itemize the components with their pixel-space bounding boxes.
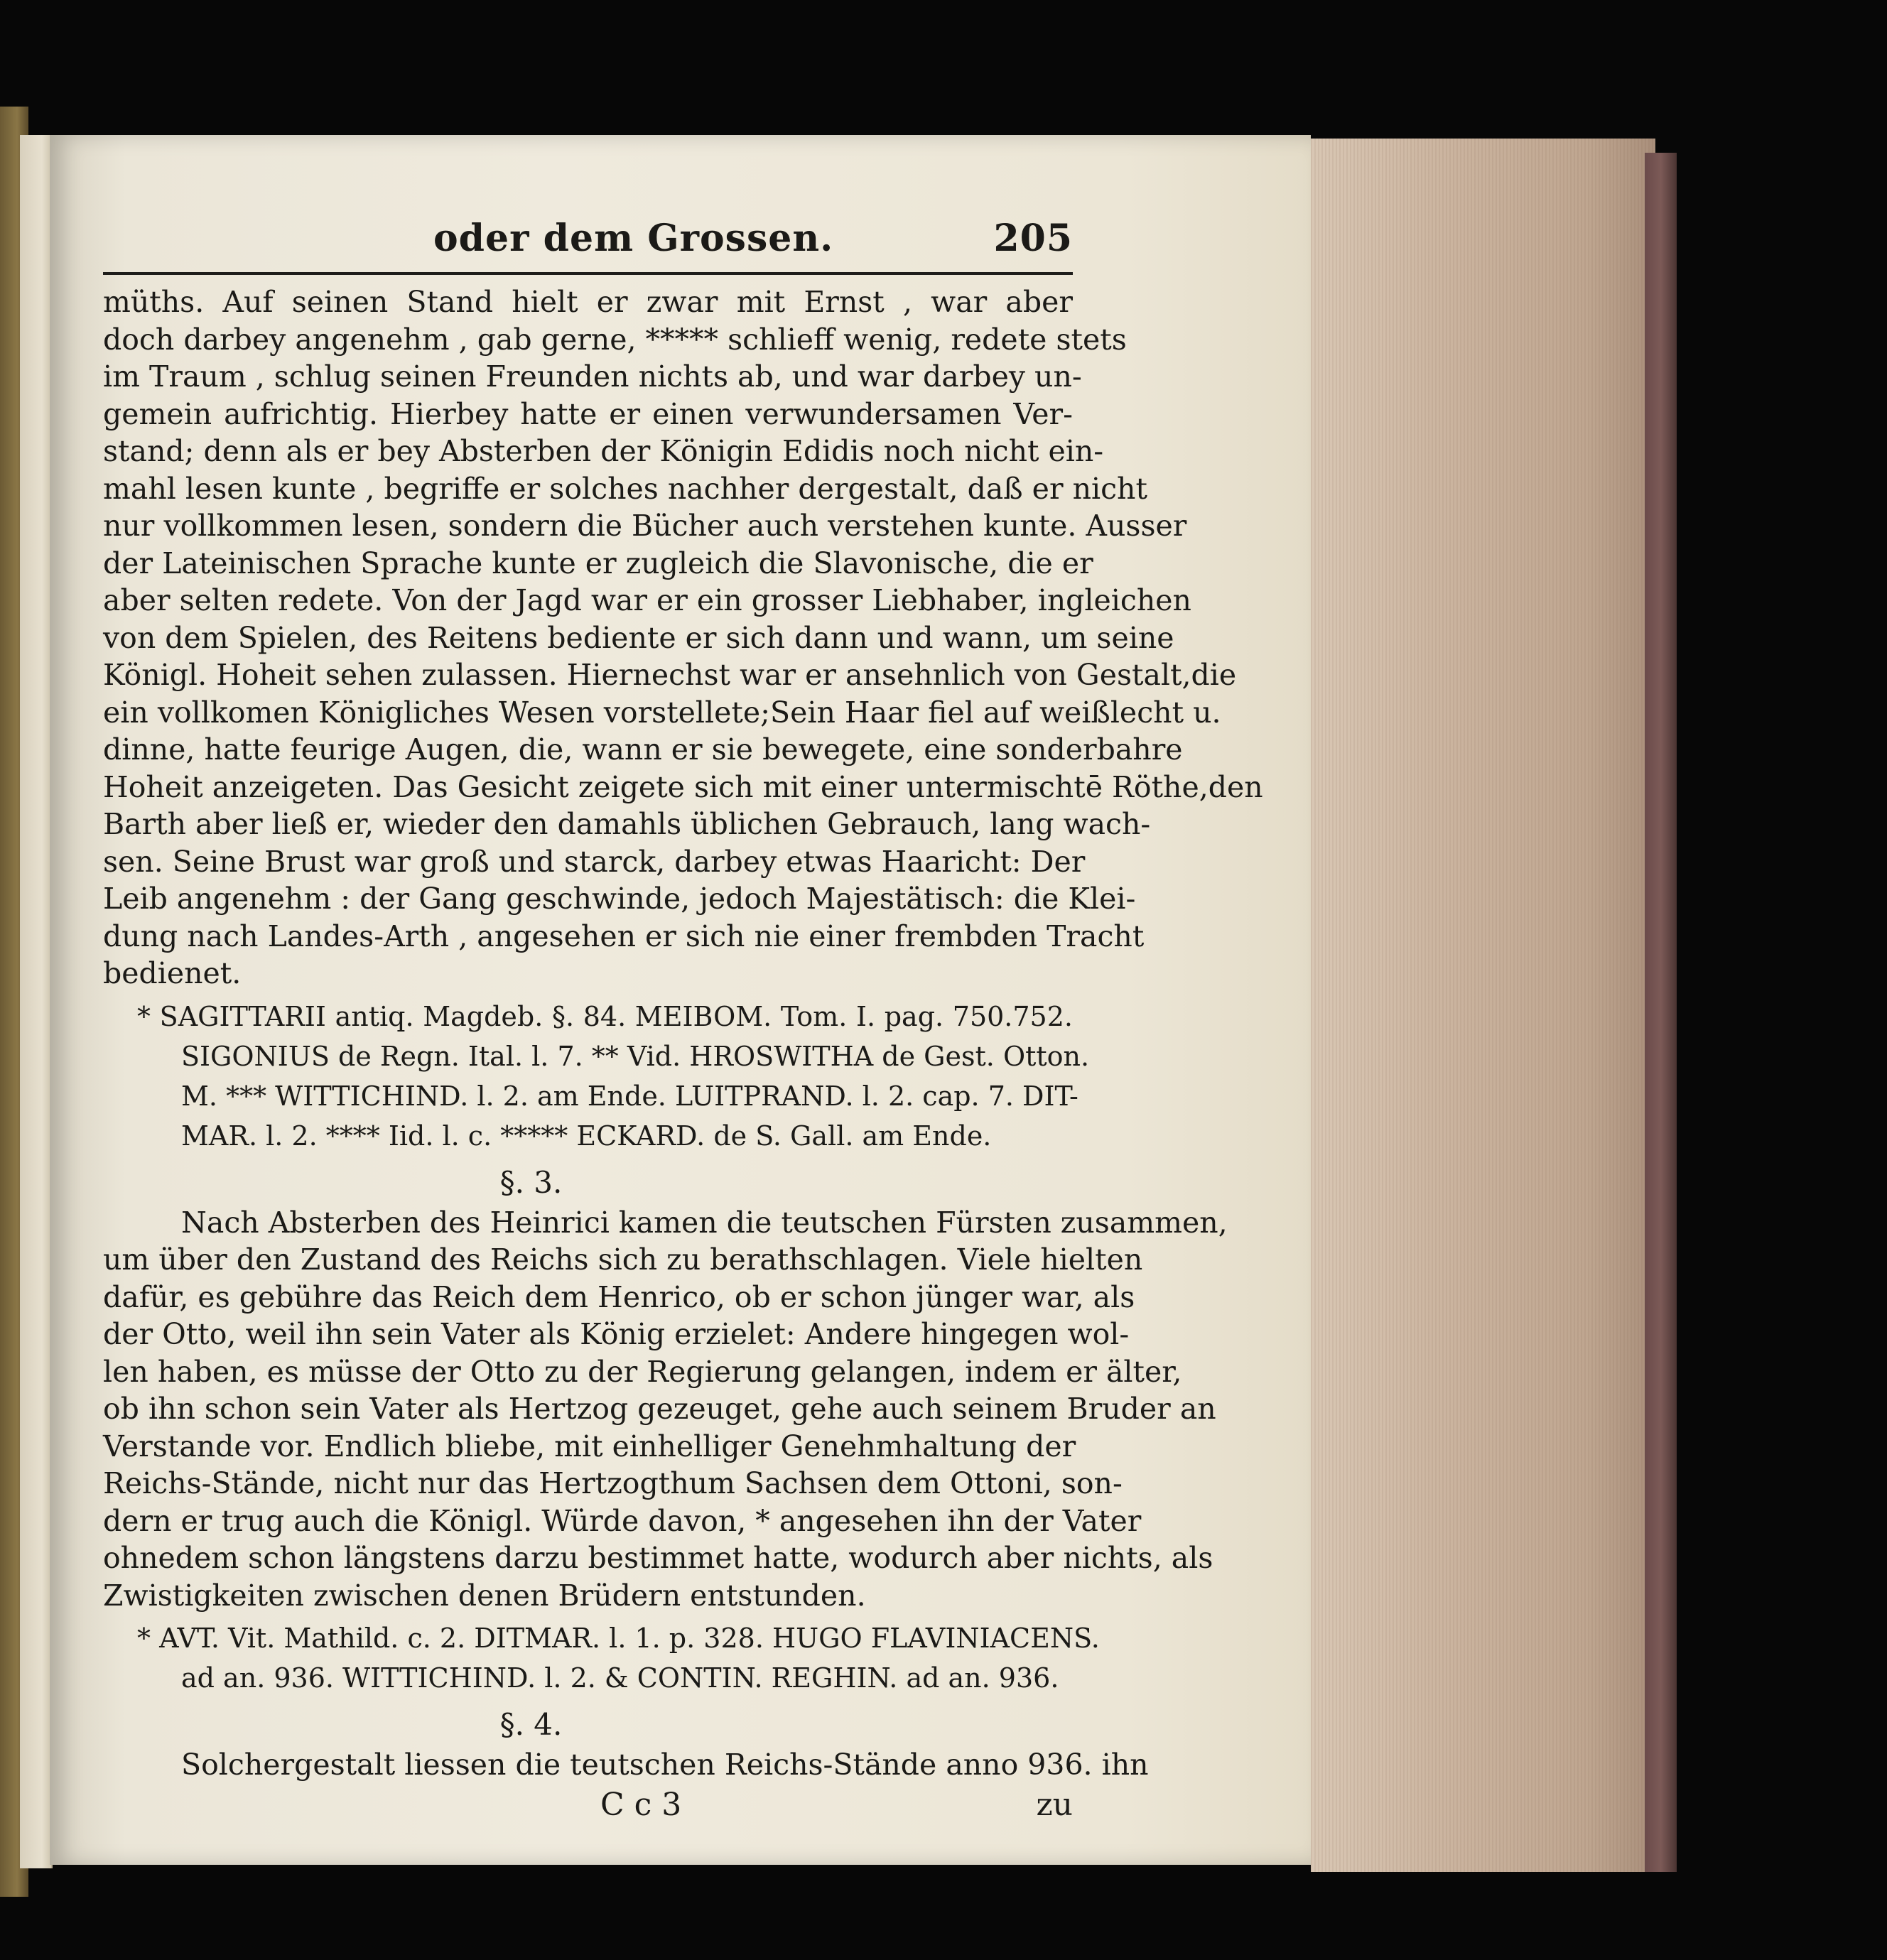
- footnotes-1: [103, 997, 1090, 1156]
- text-line: Verstande vor. Endlich bliebe, mit einhelliger Genehmhaltung der: [103, 1429, 1076, 1463]
- text-line: mahl lesen kunte , begriffe er solches nachher dergestalt, daß er nicht: [103, 471, 1147, 506]
- paragraph-3: [103, 1746, 1149, 1784]
- footnote-line: * SAGITTARII antiq. Magdeb. §. 84. MEIBOM. Tom. I. pag. 750.752.: [137, 1000, 1073, 1032]
- section-4-heading: §. 4.: [499, 1707, 563, 1742]
- text-line: der Lateinischen Sprache kunte er zugleich die Slavonische, die er: [103, 546, 1093, 580]
- text-line: Barth aber ließ er, wieder den damahls üblichen Gebrauch, lang wach-: [103, 807, 1151, 841]
- text-line: aber selten redete. Von der Jagd war er ein grosser Liebhaber, ingleichen: [103, 583, 1191, 617]
- text-line: nur vollkommen lesen, sondern die Bücher auch verstehen kunte. Ausser: [103, 509, 1187, 543]
- text-line: dern er trug auch die Königl. Würde davon, * angesehen ihn der Vater: [103, 1503, 1142, 1538]
- page-footer: [103, 1787, 1073, 1829]
- text-line: dinne, hatte feurige Augen, die, wann er sie bewegete, eine sonderbahre: [103, 732, 1183, 767]
- header-rule: [103, 272, 1073, 275]
- footnote-line: MAR. l. 2. **** Iid. l. c. ***** ECKARD. de S. Gall. am Ende.: [181, 1120, 992, 1152]
- back-cover: [1645, 153, 1677, 1872]
- facing-page-edge: [20, 135, 53, 1868]
- footnotes-2: [103, 1618, 1100, 1698]
- text-line: doch darbey angenehm , gab gerne, ***** schlieff wenig, redete stets: [103, 322, 1127, 357]
- text-line: ob ihn schon sein Vater als Hertzog gezeuget, gehe auch seinem Bruder an: [103, 1392, 1216, 1426]
- text-line: um über den Zustand des Reichs sich zu berathschlagen. Viele hielten: [103, 1242, 1143, 1277]
- text-line: dafür, es gebühre das Reich dem Henrico, ob er schon jünger war, als: [103, 1279, 1135, 1314]
- text-line: len haben, es müsse der Otto zu der Regierung gelangen, indem er älter,: [103, 1354, 1182, 1389]
- running-title: oder dem Grossen.: [433, 217, 834, 260]
- text-line: im Traum , schlug seinen Freunden nichts ab, und war darbey un-: [103, 359, 1082, 394]
- footnote-line: ad an. 936. WITTICHIND. l. 2. & CONTIN. REGHIN. ad an. 936.: [181, 1662, 1059, 1694]
- paragraph-2: [103, 1204, 1228, 1615]
- page-number: 205: [993, 217, 1073, 260]
- text-line: von dem Spielen, des Reitens bediente er sich dann und wann, um seine: [103, 620, 1174, 655]
- text-line: Reichs-Stände, nicht nur das Hertzogthum Sachsen dem Ottoni, son-: [103, 1466, 1123, 1500]
- catchword: zu: [1036, 1786, 1073, 1823]
- text-line: Leib angenehm : der Gang geschwinde, jedoch Majestätisch: die Klei-: [103, 882, 1136, 916]
- text-line: der Otto, weil ihn sein Vater als König erzielet: Andere hingegen wol-: [103, 1317, 1130, 1351]
- text-line: Königl. Hoheit sehen zulassen. Hiernechst war er ansehnlich von Gestalt,die: [103, 658, 1237, 692]
- footnote-line: M. *** WITTICHIND. l. 2. am Ende. LUITPRAND. l. 2. cap. 7. DIT-: [181, 1080, 1078, 1112]
- text-line: gemein aufrichtig. Hierbey hatte er einen verwundersamen Ver-: [103, 396, 1073, 431]
- page-text: [103, 217, 1263, 1829]
- text-line: Hoheit anzeigeten. Das Gesicht zeigete sich mit einer untermischtē Röthe,den: [103, 769, 1263, 804]
- page-block-edges: [1311, 139, 1655, 1872]
- text-line: Nach Absterben des Heinrici kamen die teutschen Fürsten zusammen,: [181, 1205, 1228, 1240]
- section-3-heading: §. 3.: [499, 1164, 563, 1200]
- text-line: stand; denn als er bey Absterben der Königin Edidis noch nicht ein-: [103, 434, 1104, 468]
- text-line: bedienet.: [103, 956, 242, 990]
- paragraph-1: [103, 283, 1263, 992]
- footnote-line: * AVT. Vit. Mathild. c. 2. DITMAR. l. 1. p. 328. HUGO FLAVINIACENS.: [137, 1623, 1100, 1654]
- text-line: Zwistigkeiten zwischen denen Brüdern entstunden.: [103, 1578, 866, 1613]
- footnote-line: SIGONIUS de Regn. Ital. l. 7. ** Vid. HROSWITHA de Gest. Otton.: [181, 1040, 1090, 1072]
- text-line: sen. Seine Brust war groß und starck, darbey etwas Haaricht: Der: [103, 844, 1086, 879]
- text-line: ohnedem schon längstens darzu bestimmet hatte, wodurch aber nichts, als: [103, 1541, 1213, 1575]
- running-head: [103, 217, 1073, 266]
- text-line: müths. Auf seinen Stand hielt er zwar mit Ernst , war aber: [103, 285, 1073, 319]
- signature-mark: C c 3: [600, 1786, 682, 1823]
- text-line: Solchergestalt liessen die teutschen Reichs-Stände anno 936. ihn: [181, 1748, 1149, 1782]
- text-line: dung nach Landes-Arth , angesehen er sich nie einer frembden Tracht: [103, 919, 1145, 953]
- text-line: ein vollkomen Königliches Wesen vorstellete;Sein Haar fiel auf weißlecht u.: [103, 695, 1221, 730]
